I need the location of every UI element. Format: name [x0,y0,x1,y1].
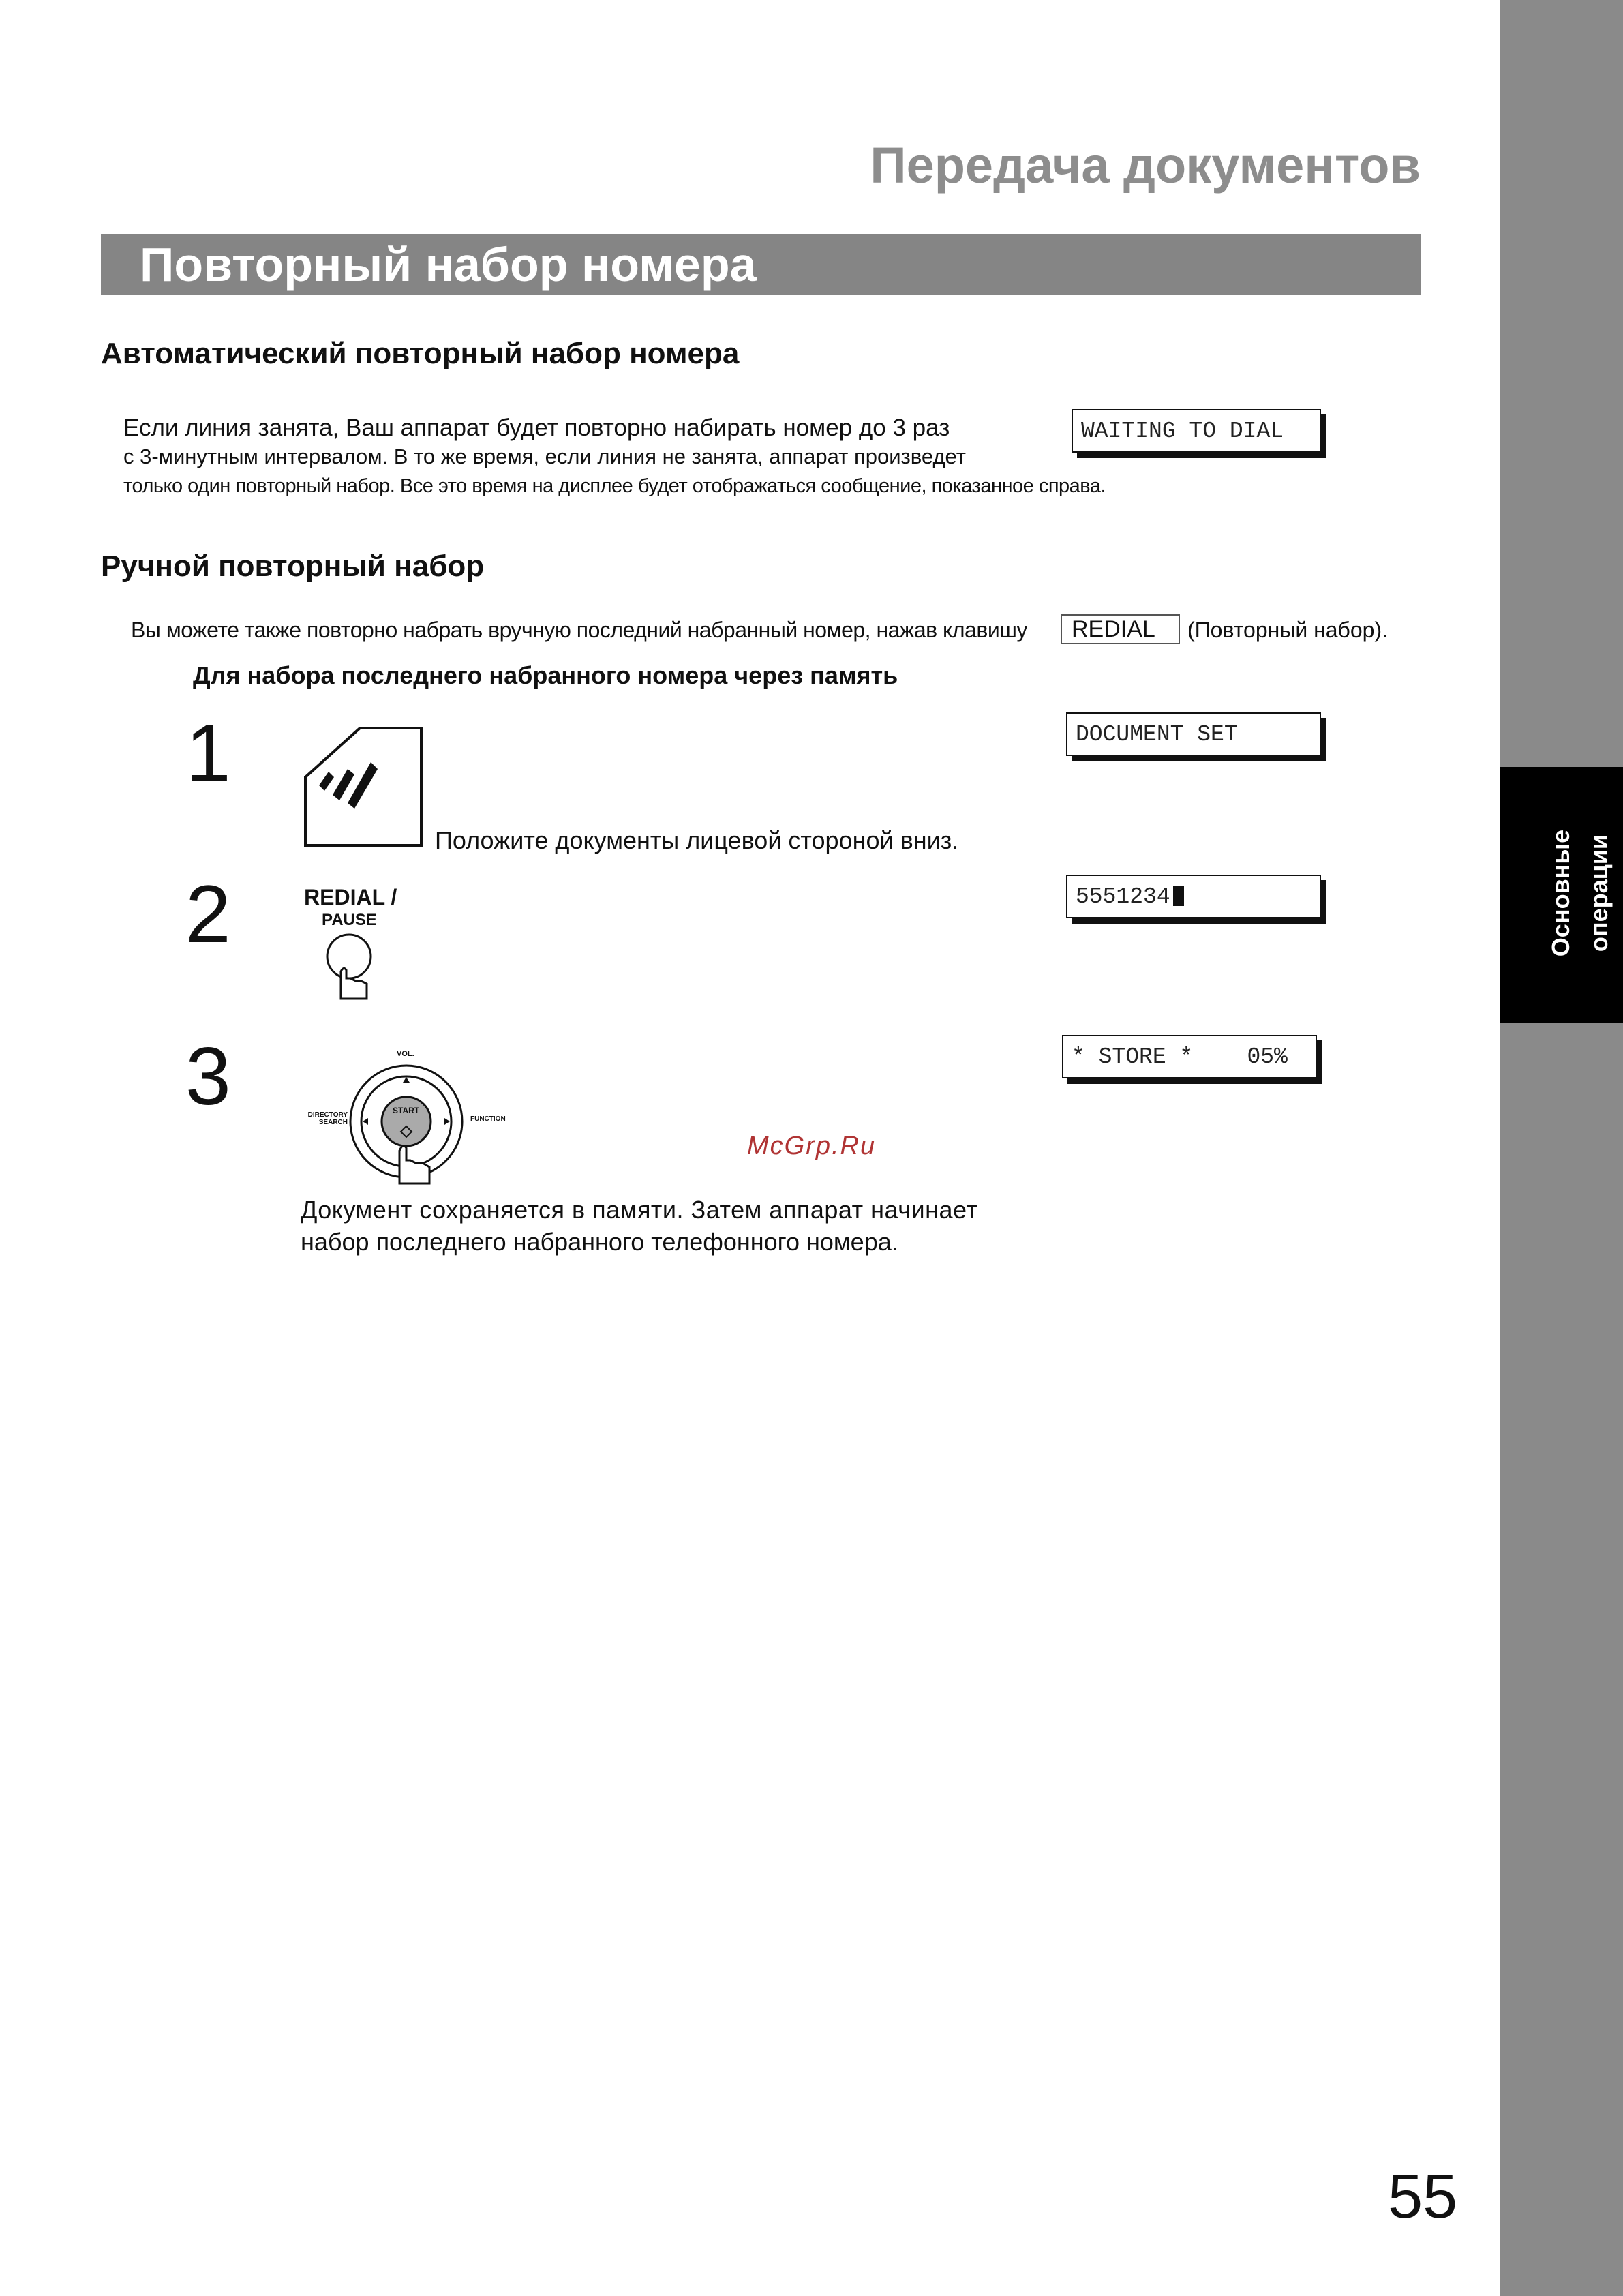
page-number: 55 [1388,2162,1458,2231]
side-tab-label: Основные операции [1547,829,1613,957]
redial-key: REDIAL [1061,614,1180,644]
section-header: Передача документов [870,137,1421,194]
side-bar [1500,0,1623,2296]
step-1-number: 1 [185,708,231,799]
manual-redial-text-after: (Повторный набор). [1187,618,1389,642]
step-2-number: 2 [185,868,231,960]
step-3-text-line1: Документ сохраняется в памяти. Затем аппарат начинает [301,1196,978,1224]
display-store: * STORE * 05% [1062,1035,1317,1078]
watermark: McGrp.Ru [747,1132,877,1160]
auto-redial-line1: Если линия занята, Ваш аппарат будет повторно набирать номер до 3 раз [123,414,950,441]
redial-pause-label: REDIAL / [304,885,397,909]
directory-search-label: DIRECTORY SEARCH [307,1111,348,1126]
page-title: Повторный набор номера [140,238,757,291]
auto-redial-line2: с 3-минутным интервалом. В то же время, если линия не занята, аппарат произведет [123,444,966,468]
display-document-set: DOCUMENT SET [1066,712,1321,756]
control-panel-icon [304,1050,509,1186]
auto-redial-line3: только один повторный набор. Все это время на дисплее будет отображаться сообщение, показанное справа. [123,475,1106,497]
vol-label: VOL. [397,1050,414,1058]
display-number-text: 5551234 [1076,884,1170,909]
start-label: START [393,1106,420,1115]
cursor-block [1173,886,1184,906]
document-feed-icon [300,723,423,849]
memory-redial-subheading: Для набора последнего набранного номера через память [193,661,898,689]
step-3-text-line2: набор последнего набранного телефонного номера. [301,1228,898,1256]
display-waiting-to-dial: WAITING TO DIAL [1072,409,1321,453]
auto-redial-heading: Автоматический повторный набор номера [101,337,740,370]
display-number [1066,875,1321,918]
function-label: FUNCTION [470,1115,506,1123]
step-1-text: Положите документы лицевой стороной вниз. [435,826,959,854]
manual-redial-heading: Ручной повторный набор [101,549,485,583]
manual-redial-text: Вы можете также повторно набрать вручную последний набранный номер, нажав клавишу [131,618,1027,642]
step-3-number: 3 [185,1031,231,1122]
redial-pause-button-icon [320,931,382,1006]
pause-label: PAUSE [322,911,377,929]
